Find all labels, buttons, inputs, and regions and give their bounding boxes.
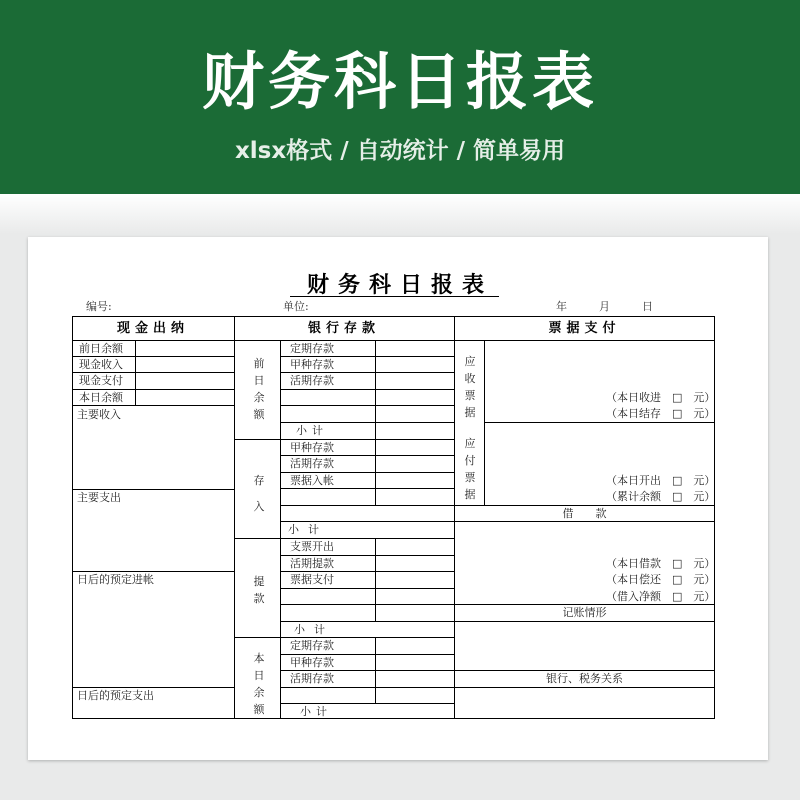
relations-label: 银行、税务关系: [546, 672, 623, 685]
bank-deposit-label: 存入: [253, 474, 265, 513]
divider: [280, 422, 454, 423]
banner-subtitle: xlsx格式 / 自动统计 / 简单易用: [234, 138, 566, 164]
banner-title: 财务科日报表: [201, 45, 598, 118]
bank-prev-balance-label: 前日余额: [253, 357, 265, 421]
bank-subtotal: 小计: [294, 623, 334, 636]
main-income-label: 主要收入: [77, 408, 121, 421]
receivable-line: （本日收进 □ 元）: [606, 391, 716, 404]
bank-item: 甲种存款: [290, 656, 334, 669]
divider: [454, 521, 715, 522]
cash-today-balance: 本日余额: [79, 391, 123, 404]
bank-header: 银行存款: [307, 321, 380, 336]
divider: [280, 405, 454, 406]
receivable-label: 应收票据: [464, 355, 476, 419]
month-label: 月: [599, 300, 610, 313]
divider: [72, 356, 234, 357]
divider: [484, 422, 715, 423]
loan-line: （本日偿还 □ 元）: [606, 573, 716, 586]
bank-item: 支票开出: [290, 540, 334, 553]
bank-item: 活期存款: [290, 457, 334, 470]
bank-item: 活期存款: [290, 672, 334, 685]
divider: [280, 670, 454, 671]
planned-in-label: 日后的预定进帐: [77, 573, 154, 586]
divider: [280, 703, 454, 704]
number-label: 编号:: [86, 300, 112, 313]
bank-item: 票据支付: [290, 573, 334, 586]
cash-payment: 现金支付: [79, 374, 123, 387]
divider: [234, 538, 454, 539]
bank-item: 甲种存款: [290, 358, 334, 371]
title-underline: [290, 296, 499, 297]
bank-item: 票据入帐: [290, 474, 334, 487]
divider: [280, 521, 454, 522]
bank-item: 活期提款: [290, 557, 334, 570]
divider: [280, 687, 454, 688]
unit-label: 单位:: [283, 300, 309, 313]
bank-item: 定期存款: [290, 342, 334, 355]
loan-line: （本日借款 □ 元）: [606, 557, 716, 570]
divider: [72, 405, 234, 406]
header-divider: [72, 340, 715, 341]
bank-item: 活期存款: [290, 374, 334, 387]
day-label: 日: [642, 300, 653, 313]
cash-header: 现金出纳: [116, 321, 189, 336]
banner-shadow: [0, 194, 800, 234]
divider: [454, 604, 715, 605]
divider: [72, 571, 234, 572]
payable-line: （累计余额 □ 元）: [606, 490, 716, 503]
bank-item: 定期存款: [290, 639, 334, 652]
loan-label: 借 款: [562, 507, 607, 520]
bank-subtotal: 小计: [300, 705, 332, 718]
divider: [280, 340, 281, 719]
bank-today-balance-label: 本日余额: [253, 652, 265, 716]
bank-item: 甲种存款: [290, 441, 334, 454]
planned-out-label: 日后的预定支出: [77, 689, 154, 702]
divider: [234, 316, 235, 719]
cash-prev-balance: 前日余额: [79, 342, 123, 355]
divider: [72, 372, 234, 373]
bank-withdraw-label: 提款: [253, 575, 265, 605]
divider: [280, 604, 454, 605]
divider: [280, 455, 454, 456]
divider: [280, 654, 454, 655]
divider: [280, 488, 454, 489]
divider: [234, 637, 454, 638]
divider: [454, 670, 715, 671]
divider: [454, 505, 715, 506]
divider: [280, 372, 454, 373]
receivable-line: （本日结存 □ 元）: [606, 407, 716, 420]
divider: [454, 687, 715, 688]
divider: [72, 687, 234, 688]
cash-income: 现金收入: [79, 358, 123, 371]
divider: [375, 538, 376, 622]
divider: [280, 571, 454, 572]
divider: [280, 389, 454, 390]
divider: [454, 621, 715, 622]
form-title: 财务科日报表: [306, 272, 493, 298]
year-label: 年: [556, 300, 567, 313]
payable-line: （本日开出 □ 元）: [606, 474, 716, 487]
divider: [280, 356, 454, 357]
header-banner: [0, 0, 800, 194]
divider: [280, 621, 454, 622]
divider: [72, 389, 234, 390]
booking-label: 记账情形: [562, 606, 607, 619]
divider: [280, 505, 454, 506]
notes-header: 票据支付: [548, 321, 621, 336]
bank-subtotal: 小计: [288, 523, 328, 536]
main-expense-label: 主要支出: [77, 491, 121, 504]
loan-line: （借入净额 □ 元）: [606, 590, 716, 603]
divider: [280, 555, 454, 556]
payable-label: 应付票据: [464, 437, 476, 501]
divider: [234, 439, 454, 440]
divider: [280, 588, 454, 589]
divider: [280, 472, 454, 473]
divider: [72, 489, 234, 490]
bank-subtotal: 小计: [296, 424, 328, 437]
